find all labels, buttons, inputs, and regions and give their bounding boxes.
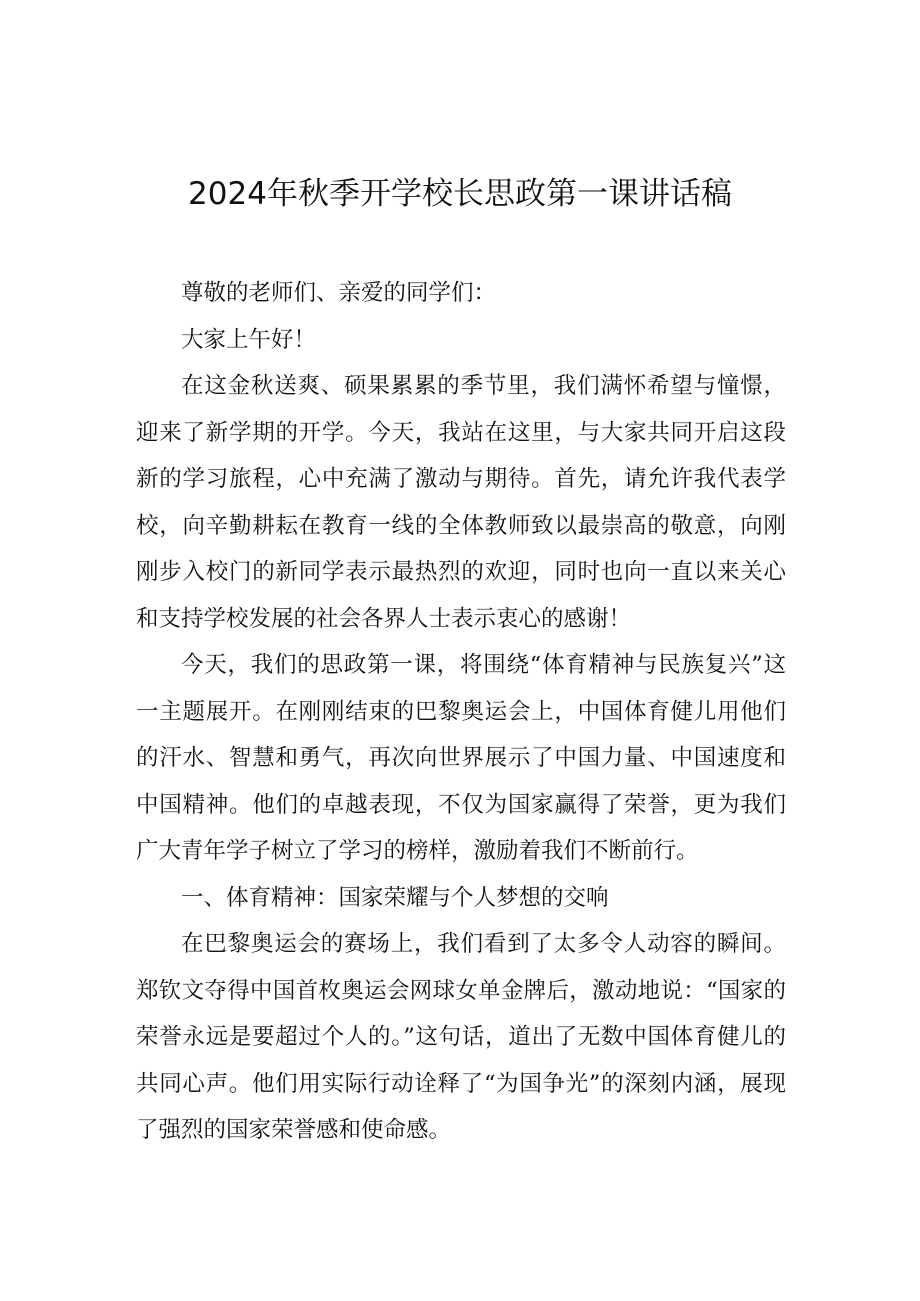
document-body bbox=[136, 270, 786, 1154]
section-heading: 一、体育精神：国家荣耀与个人梦想的交响 bbox=[181, 884, 609, 911]
paragraph: 在巴黎奥运会的赛场上，我们看到了太多令人动容的瞬间。郑钦文夺得中国首枚奥运会网球女单金牌后，激动地说：“国家的荣誉永远是要超过个人的。”这句话，道出了无数中国体育健儿的共同心声。他们用实际行动诠释了“为国争光”的深刻内涵，展现了强烈的国家荣誉感和使命感。 bbox=[136, 931, 786, 1143]
paragraph: 今天，我们的思政第一课，将围绕“体育精神与民族复兴”这一主题展开。在刚刚结束的巴黎奥运会上，中国体育健儿用他们的汗水、智慧和勇气，再次向世界展示了中国力量、中国速度和中国精神。他们的卓越表现，不仅为国家赢得了荣誉，更为我们广大青年学子树立了学习的榜样，激励着我们不断前行。 bbox=[136, 652, 786, 864]
document-title: 2024年秋季开学校长思政第一课讲话稿 bbox=[188, 176, 732, 212]
greeting: 大家上午好！ bbox=[181, 326, 317, 353]
paragraph: 在这金秋送爽、硕果累累的季节里，我们满怀希望与憧憬，迎来了新学期的开学。今天，我站在这里，与大家共同开启这段新的学习旅程，心中充满了激动与期待。首先，请允许我代表学校，向辛勤耕耘在教育一线的全体教师致以最崇高的敬意，向刚刚步入校门的新同学表示最热烈的欢迎，同时也向一直以来关心和支持学校发展的社会各界人士表示衷心的感谢！ bbox=[136, 373, 786, 632]
salutation: 尊敬的老师们、亲爱的同学们： bbox=[181, 280, 497, 306]
